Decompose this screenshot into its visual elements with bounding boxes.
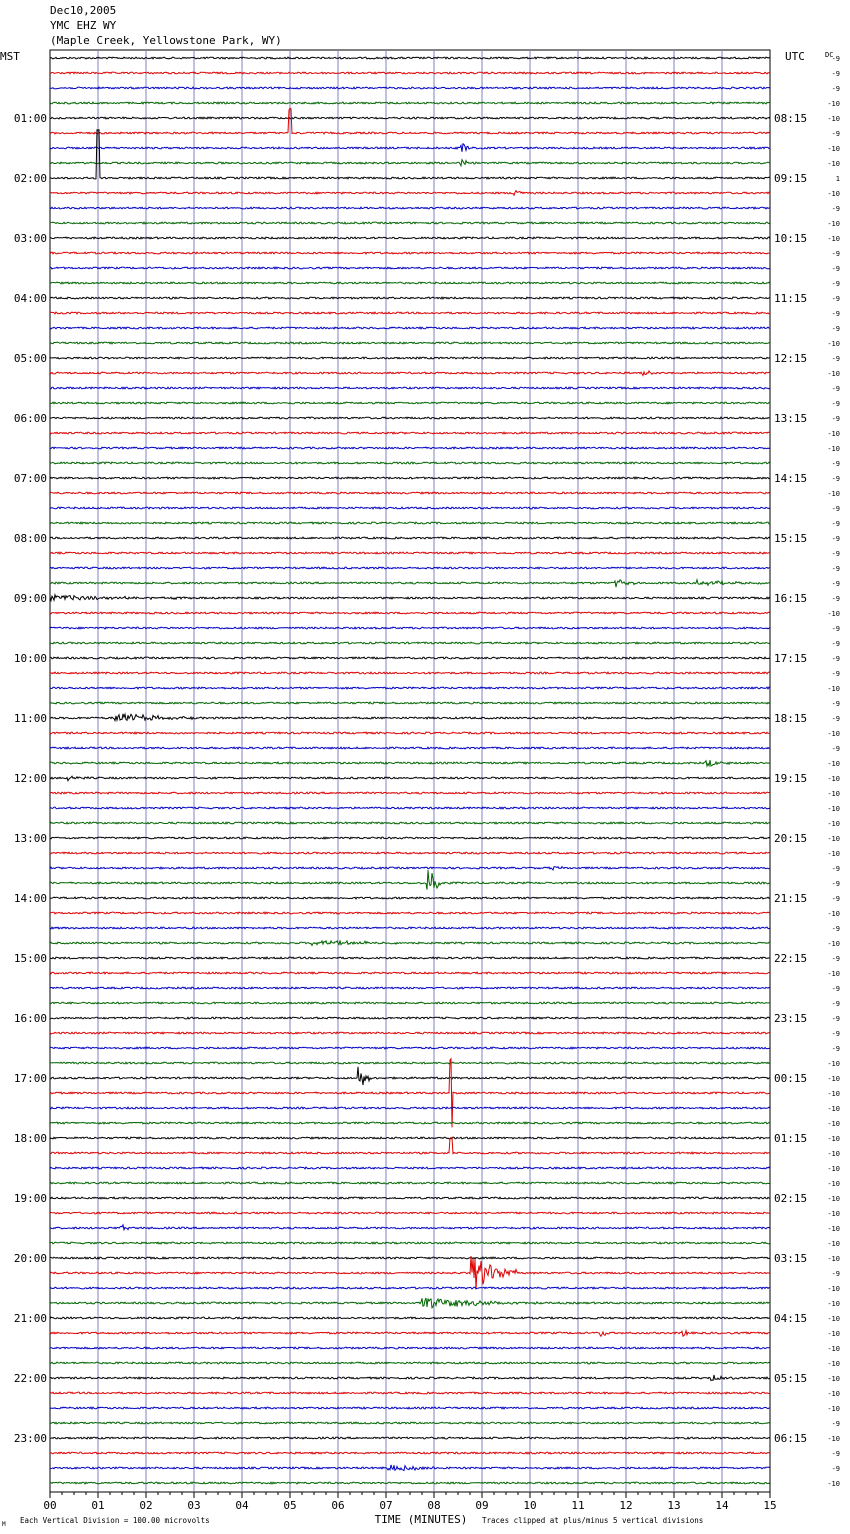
mst-hour-label: 09:00: [13, 592, 47, 605]
mst-hour-label: 05:00: [13, 352, 47, 365]
dc-offset-label: -10: [827, 1060, 840, 1068]
seismic-trace: [50, 1482, 770, 1484]
seismic-trace: [50, 927, 770, 929]
utc-hour-label: 15:15: [774, 532, 808, 545]
dc-offset-label: -9: [831, 580, 840, 588]
seismic-trace: [50, 1407, 770, 1409]
dc-offset-label: -10: [827, 1330, 840, 1338]
mst-hour-label: 13:00: [13, 832, 47, 845]
plot-frame: [50, 50, 770, 1492]
dc-offset-label: -9: [831, 280, 840, 288]
seismic-trace: [50, 870, 770, 890]
seismic-trace: [50, 522, 770, 524]
dc-offset-label: -10: [827, 1225, 840, 1233]
corner-mark: M: [2, 1521, 6, 1528]
dc-offset-label: -9: [831, 400, 840, 408]
seismic-trace: [50, 312, 770, 314]
dc-offset-label: -10: [827, 1405, 840, 1413]
dc-offset-label: -10: [827, 1435, 840, 1443]
seismic-trace: [50, 1137, 770, 1139]
x-tick-label: 02: [139, 1499, 153, 1512]
dc-offset-label: -9: [831, 715, 840, 723]
seismic-trace: [50, 1225, 770, 1230]
seismic-trace: [50, 552, 770, 554]
dc-offset-label: -9: [831, 250, 840, 258]
dc-offset-label: -9: [831, 670, 840, 678]
seismic-trace: [50, 191, 770, 196]
dc-offset-label: -10: [827, 1120, 840, 1128]
utc-hour-label: 05:15: [774, 1372, 808, 1385]
mst-hour-label: 15:00: [13, 952, 47, 965]
utc-hour-label: 14:15: [774, 472, 808, 485]
seismic-trace: [50, 207, 770, 209]
utc-hour-label: 01:15: [774, 1132, 808, 1145]
seismic-trace: [50, 1392, 770, 1394]
dc-offset-label: -9: [831, 925, 840, 933]
utc-hour-label: 11:15: [774, 292, 808, 305]
seismic-trace: [50, 57, 770, 59]
seismic-trace: [50, 595, 770, 601]
dc-offset-label: -10: [827, 220, 840, 228]
mst-hour-label: 21:00: [13, 1312, 47, 1325]
dc-offset-label: -10: [827, 1285, 840, 1293]
dc-offset-label: -10: [827, 1210, 840, 1218]
x-tick-label: 10: [523, 1499, 537, 1512]
dc-offset-label: -10: [827, 190, 840, 198]
seismic-trace: [50, 1017, 770, 1019]
seismic-trace: [50, 776, 770, 781]
dc-offset-label: -10: [827, 1180, 840, 1188]
x-tick-label: 08: [427, 1499, 441, 1512]
seismic-trace: [50, 612, 770, 614]
dc-offset-label: -9: [831, 880, 840, 888]
dc-offset-label: -9: [831, 655, 840, 663]
header-location: (Maple Creek, Yellowstone Park, WY): [50, 34, 282, 47]
seismic-trace: [50, 567, 770, 569]
seismic-trace: [50, 417, 770, 419]
mst-hour-label: 23:00: [13, 1432, 47, 1445]
seismic-trace: [50, 1032, 770, 1034]
dc-offset-label: -10: [827, 160, 840, 168]
seismic-trace: [50, 447, 770, 449]
seismic-trace: [50, 1212, 770, 1214]
mst-hour-label: 03:00: [13, 232, 47, 245]
dc-offset-label: -9: [831, 475, 840, 483]
dc-offset-label: -9: [831, 895, 840, 903]
dc-offset-label: -10: [827, 1480, 840, 1488]
x-tick-label: 14: [715, 1499, 729, 1512]
x-tick-label: 03: [187, 1499, 201, 1512]
dc-offset-label: -9: [831, 265, 840, 273]
seismic-trace: [50, 1437, 770, 1439]
seismic-trace: [50, 297, 770, 299]
utc-hour-label: 21:15: [774, 892, 808, 905]
clip-note: Traces clipped at plus/minus 5 vertical divisions: [482, 1516, 704, 1525]
dc-offset-label: -9: [831, 595, 840, 603]
seismic-trace: [50, 867, 770, 870]
seismic-trace: [50, 714, 770, 721]
seismic-trace: [50, 957, 770, 959]
seismic-trace: [50, 387, 770, 389]
dc-offset-label: -10: [827, 1390, 840, 1398]
x-tick-label: 15: [763, 1499, 777, 1512]
seismic-trace: [50, 1375, 770, 1381]
dc-offset-label: -9: [831, 385, 840, 393]
dc-offset-label: -10: [827, 1150, 840, 1158]
seismic-trace: [50, 822, 770, 824]
seismic-trace: [50, 342, 770, 344]
dc-offset-label: -9: [831, 1270, 840, 1278]
seismic-trace: [50, 327, 770, 329]
dc-offset-label: -10: [827, 805, 840, 813]
dc-offset-label: -10: [827, 100, 840, 108]
seismic-trace: [50, 267, 770, 269]
dc-offset-label: -9: [831, 310, 840, 318]
seismic-trace: [50, 987, 770, 989]
utc-hour-label: 09:15: [774, 172, 808, 185]
utc-hour-label: 17:15: [774, 652, 808, 665]
seismic-trace: [50, 1452, 770, 1454]
seismic-trace: [50, 1067, 770, 1085]
seismic-trace: [50, 72, 770, 74]
seismic-trace: [50, 1059, 770, 1128]
dc-offset-label: -9: [831, 520, 840, 528]
x-tick-label: 07: [379, 1499, 393, 1512]
dc-offset-label: -9: [831, 70, 840, 78]
dc-offset-label: -10: [827, 1135, 840, 1143]
dc-offset-label: -10: [827, 115, 840, 123]
mst-hour-label: 18:00: [13, 1132, 47, 1145]
dc-offset-label: -10: [827, 490, 840, 498]
dc-offset-label: -10: [827, 1240, 840, 1248]
mst-hour-label: 06:00: [13, 412, 47, 425]
utc-hour-label: 08:15: [774, 112, 808, 125]
mst-hour-label: 20:00: [13, 1252, 47, 1265]
dc-offset-label: -9: [831, 1450, 840, 1458]
dc-offset-label: -10: [827, 1195, 840, 1203]
dc-offset-label: -10: [827, 340, 840, 348]
utc-hour-label: 04:15: [774, 1312, 808, 1325]
right-zone-label: UTC: [785, 50, 805, 63]
dc-offset-label: -9: [831, 985, 840, 993]
seismic-trace: [50, 1422, 770, 1424]
dc-offset-label: -9: [831, 535, 840, 543]
x-tick-label: 00: [43, 1499, 57, 1512]
dc-offset-label: -10: [827, 1315, 840, 1323]
dc-offset-label: -9: [831, 205, 840, 213]
dc-offset-label: -10: [827, 370, 840, 378]
dc-offset-label: -9: [831, 550, 840, 558]
left-zone-label: MST: [0, 50, 20, 63]
x-tick-label: 06: [331, 1499, 345, 1512]
dc-offset-label: -9: [831, 640, 840, 648]
seismic-trace: [50, 108, 770, 134]
dc-offset-label: -10: [827, 1105, 840, 1113]
mst-hour-label: 04:00: [13, 292, 47, 305]
dc-offset-label: -9: [831, 325, 840, 333]
seismic-trace: [50, 1256, 770, 1289]
dc-offset-label: -9: [831, 55, 840, 63]
seismic-trace: [50, 747, 770, 749]
dc-header-label: DC: [825, 51, 834, 59]
dc-offset-label: -9: [831, 415, 840, 423]
utc-hour-label: 23:15: [774, 1012, 808, 1025]
dc-offset-label: -9: [831, 865, 840, 873]
seismic-trace: [50, 897, 770, 899]
dc-offset-label: -9: [831, 355, 840, 363]
dc-offset-label: -10: [827, 430, 840, 438]
mst-hour-label: 17:00: [13, 1072, 47, 1085]
dc-offset-label: -10: [827, 145, 840, 153]
x-tick-label: 01: [91, 1499, 105, 1512]
seismic-trace: [50, 357, 770, 359]
utc-hour-label: 22:15: [774, 952, 808, 965]
seismic-trace: [50, 702, 770, 704]
dc-offset-label: -9: [831, 955, 840, 963]
dc-offset-label: -10: [827, 1300, 840, 1308]
seismic-trace: [50, 102, 770, 104]
x-tick-label: 13: [667, 1499, 681, 1512]
utc-hour-label: 02:15: [774, 1192, 808, 1205]
seismic-trace: [50, 1287, 770, 1289]
seismic-trace: [50, 282, 770, 284]
utc-hour-label: 06:15: [774, 1432, 808, 1445]
seismic-trace: [50, 252, 770, 254]
mst-hour-label: 01:00: [13, 112, 47, 125]
dc-offset-label: -10: [827, 760, 840, 768]
x-tick-label: 11: [571, 1499, 585, 1512]
scale-note: Each Vertical Division = 100.00 microvolts: [20, 1516, 210, 1525]
seismic-trace: [50, 672, 770, 674]
dc-offset-label: -9: [831, 1015, 840, 1023]
dc-offset-label: -10: [827, 835, 840, 843]
seismic-trace: [50, 492, 770, 494]
seismic-trace: [50, 852, 770, 854]
seismic-trace: [50, 1197, 770, 1199]
seismic-trace: [50, 160, 770, 166]
header-station: YMC EHZ WY: [50, 19, 117, 32]
dc-offset-label: -9: [831, 565, 840, 573]
dc-offset-label: -9: [831, 295, 840, 303]
mst-hour-label: 14:00: [13, 892, 47, 905]
dc-offset-label: -9: [831, 700, 840, 708]
seismic-trace: [50, 1362, 770, 1364]
dc-offset-label: -10: [827, 775, 840, 783]
seismic-trace: [50, 972, 770, 974]
seismic-trace: [50, 1002, 770, 1004]
dc-offset-label: -9: [831, 460, 840, 468]
mst-hour-label: 16:00: [13, 1012, 47, 1025]
dc-offset-label: -9: [831, 625, 840, 633]
mst-hour-label: 22:00: [13, 1372, 47, 1385]
seismic-trace: [50, 462, 770, 464]
seismic-trace: [50, 1298, 770, 1308]
dc-offset-label: -10: [827, 1375, 840, 1383]
utc-hour-label: 19:15: [774, 772, 808, 785]
seismic-trace: [50, 432, 770, 434]
seismic-trace: [50, 130, 770, 179]
mst-hour-label: 02:00: [13, 172, 47, 185]
utc-hour-label: 20:15: [774, 832, 808, 845]
dc-offset-label: -10: [827, 235, 840, 243]
seismic-trace: [50, 792, 770, 794]
seismic-trace: [50, 222, 770, 224]
x-tick-label: 04: [235, 1499, 249, 1512]
dc-offset-label: -9: [831, 130, 840, 138]
utc-hour-label: 03:15: [774, 1252, 808, 1265]
dc-offset-label: -10: [827, 1075, 840, 1083]
seismic-trace: [50, 732, 770, 734]
mst-hour-label: 12:00: [13, 772, 47, 785]
seismic-trace: [50, 807, 770, 809]
seismic-trace: [50, 642, 770, 644]
dc-offset-label: -10: [827, 685, 840, 693]
dc-offset-label: -9: [831, 1465, 840, 1473]
utc-hour-label: 18:15: [774, 712, 808, 725]
seismic-trace: [50, 687, 770, 689]
dc-offset-label: -10: [827, 910, 840, 918]
utc-hour-label: 13:15: [774, 412, 808, 425]
mst-hour-label: 19:00: [13, 1192, 47, 1205]
seismic-trace: [50, 580, 770, 588]
seismic-trace: [50, 1047, 770, 1049]
dc-offset-label: -10: [827, 445, 840, 453]
seismic-trace: [50, 144, 770, 152]
seismic-trace: [50, 1347, 770, 1349]
seismic-trace: [50, 477, 770, 479]
seismic-trace: [50, 940, 770, 945]
seismic-trace: [50, 507, 770, 509]
dc-offset-label: 1: [835, 175, 840, 183]
mst-hour-label: 10:00: [13, 652, 47, 665]
seismic-trace: [50, 760, 770, 766]
dc-offset-label: -10: [827, 1360, 840, 1368]
utc-hour-label: 00:15: [774, 1072, 808, 1085]
dc-offset-label: -10: [827, 850, 840, 858]
seismic-trace: [50, 1257, 770, 1259]
seismic-trace: [50, 87, 770, 89]
dc-offset-label: -10: [827, 610, 840, 618]
dc-offset-label: -10: [827, 820, 840, 828]
dc-offset-label: -10: [827, 790, 840, 798]
seismic-trace: [50, 1062, 770, 1064]
mst-hour-label: 11:00: [13, 712, 47, 725]
seismic-trace: [50, 837, 770, 839]
dc-offset-label: -9: [831, 85, 840, 93]
seismic-trace: [50, 1242, 770, 1244]
seismic-trace: [50, 117, 770, 119]
dc-offset-label: -9: [831, 1420, 840, 1428]
dc-offset-label: -10: [827, 1345, 840, 1353]
seismic-trace: [50, 627, 770, 629]
x-tick-label: 09: [475, 1499, 489, 1512]
utc-hour-label: 10:15: [774, 232, 808, 245]
dc-offset-label: -10: [827, 1165, 840, 1173]
mst-hour-label: 08:00: [13, 532, 47, 545]
dc-offset-label: -9: [831, 1030, 840, 1038]
seismic-trace: [50, 237, 770, 239]
seismic-trace: [50, 1122, 770, 1124]
seismic-trace: [50, 1138, 770, 1154]
dc-offset-label: -9: [831, 745, 840, 753]
dc-offset-label: -10: [827, 1090, 840, 1098]
x-tick-label: 12: [619, 1499, 633, 1512]
seismic-trace: [50, 1167, 770, 1169]
dc-offset-label: -9: [831, 1000, 840, 1008]
seismic-trace: [50, 1182, 770, 1184]
x-axis-title: TIME (MINUTES): [374, 1513, 468, 1526]
seismic-trace: [50, 1331, 770, 1337]
dc-offset-label: -10: [827, 730, 840, 738]
seismic-trace: [50, 537, 770, 539]
dc-offset-label: -10: [827, 970, 840, 978]
header-date: Dec10,2005: [50, 4, 117, 17]
seismic-trace: [50, 657, 770, 659]
seismic-trace: [50, 1107, 770, 1109]
seismic-trace: [50, 912, 770, 914]
seismic-trace: [50, 371, 770, 376]
dc-offset-label: -9: [831, 1045, 840, 1053]
mst-hour-label: 07:00: [13, 472, 47, 485]
utc-hour-label: 16:15: [774, 592, 808, 605]
seismic-trace: [50, 1465, 770, 1471]
dc-offset-label: -10: [827, 1255, 840, 1263]
x-tick-label: 05: [283, 1499, 297, 1512]
seismic-trace: [50, 1317, 770, 1319]
seismic-trace: [50, 402, 770, 404]
dc-offset-label: -10: [827, 940, 840, 948]
utc-hour-label: 12:15: [774, 352, 808, 365]
dc-offset-label: -9: [831, 505, 840, 513]
